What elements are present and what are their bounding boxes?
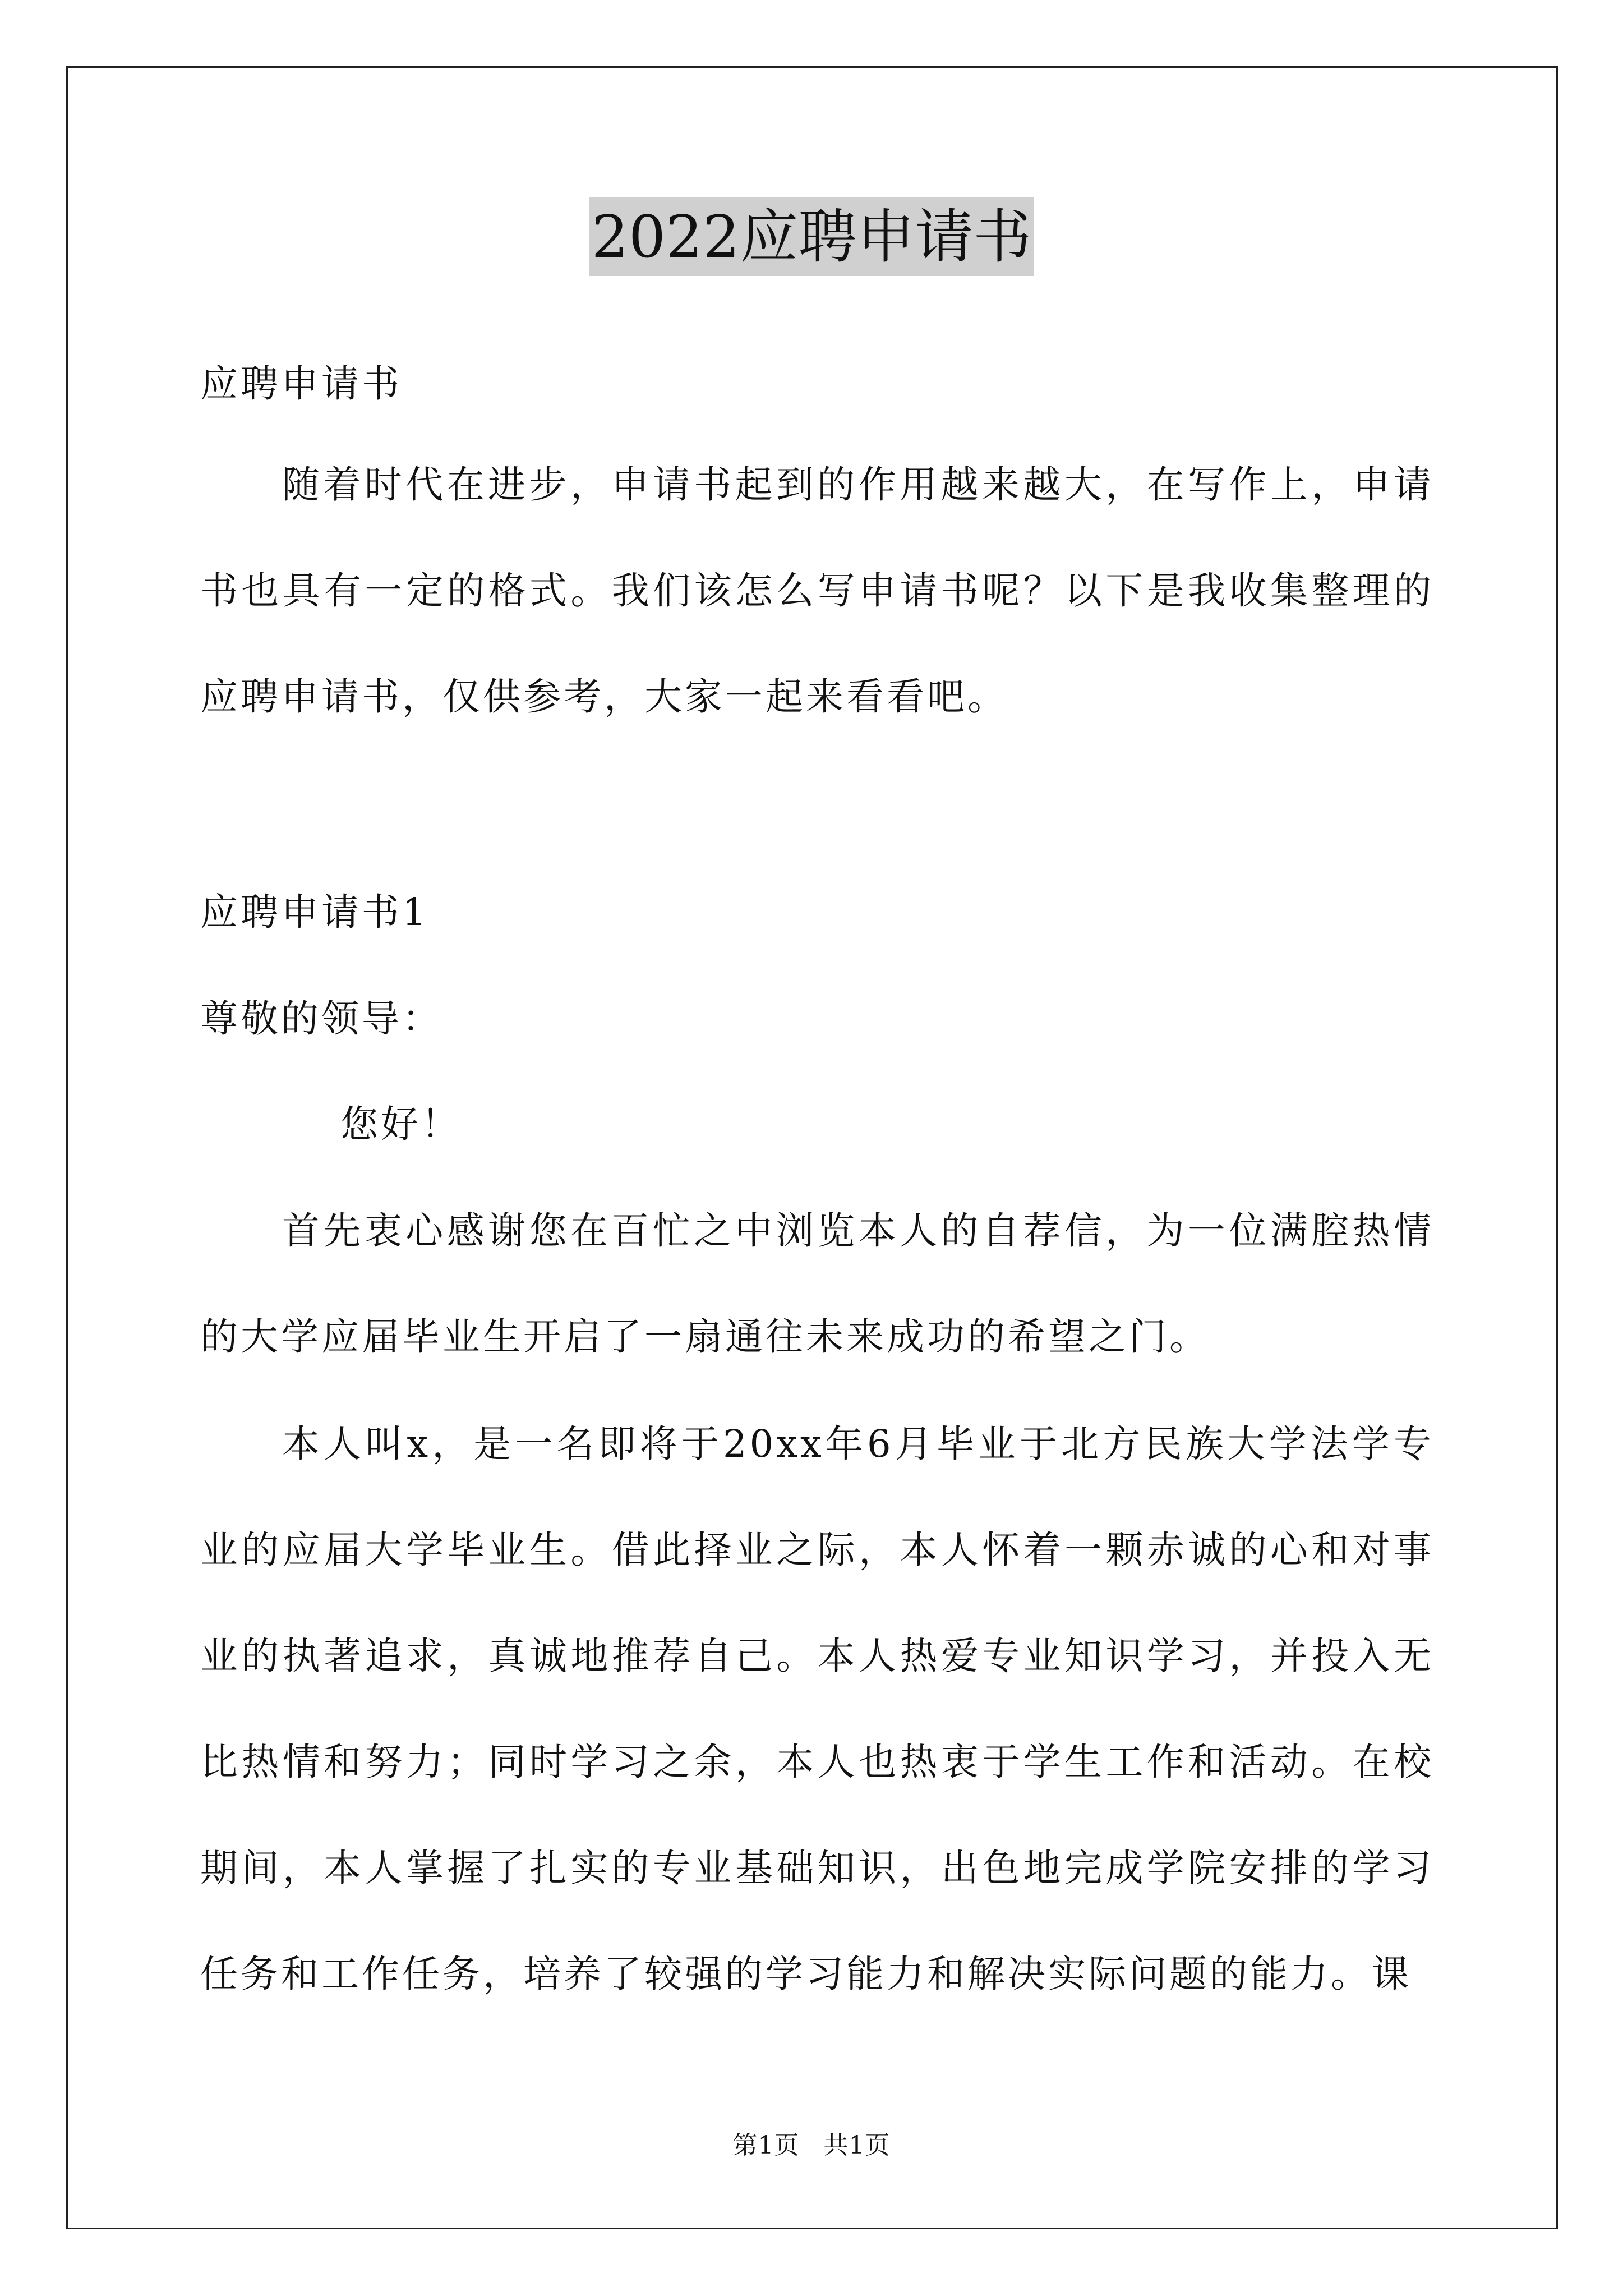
page-footer — [0, 2129, 1623, 2162]
intro-paragraph: 随着时代在进步，申请书起到的作用越来越大，在写作上，申请书也具有一定的格式。我们该怎么写申请书呢？以下是我收集整理的应聘申请书，仅供参考，大家一起来看看吧。 — [200, 463, 1434, 719]
body-paragraph-1: 首先衷心感谢您在百忙之中浏览本人的自荐信，为一位满腔热情的大学应届毕业生开启了一扇通往未来成功的希望之门。 — [200, 1209, 1434, 1359]
title-container — [0, 197, 1623, 276]
heading-application-1: 应聘申请书1 — [200, 890, 429, 934]
page-total: 共1页 — [823, 2131, 891, 2160]
document-title: 2022应聘申请书 — [589, 197, 1034, 276]
body-paragraph-2: 本人叫x，是一名即将于20xx年6月毕业于北方民族大学法学专业的应届大学毕业生。借此择业之际，本人怀着一颗赤诚的心和对事业的执著追求，真诚地推荐自己。本人热爱专业知识学习，并投入无比热情和努力；同时学习之余，本人也热衷于学生工作和活动。在校期间，本人掌握了扎实的专业基础知识，出色地完成学院安排的学习任务和工作任务，培养了较强的学习能力和解决实际问题的能力。课 — [200, 1422, 1434, 1996]
greeting: 您好！ — [340, 1102, 462, 1146]
page-number: 第1页 — [732, 2131, 800, 2160]
heading-application: 应聘申请书 — [200, 362, 402, 406]
salutation: 尊敬的领导： — [200, 997, 442, 1041]
